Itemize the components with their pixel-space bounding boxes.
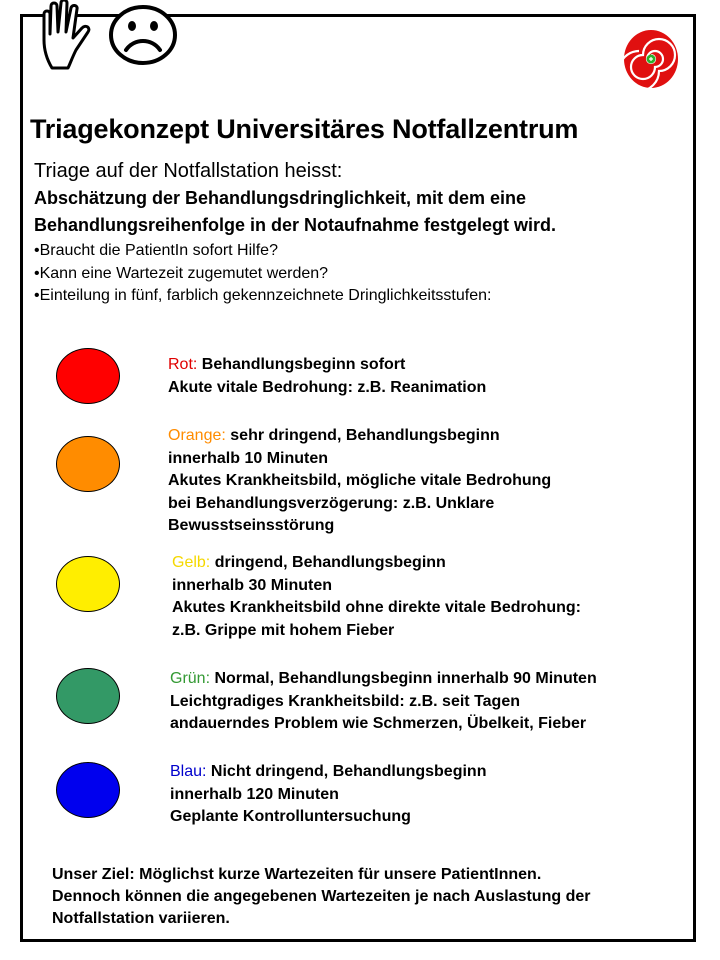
blue-level-name: Blau: <box>170 763 207 780</box>
footer-note: Unser Ziel: Möglichst kurze Wartezeiten für unsere PatientInnen. Dennoch können die angegebenen Wartezeiten je nach Auslastung der Notfallstation variieren. <box>52 866 591 927</box>
orange-level-text: Orange: sehr dringend, Behandlungsbeginn innerhalb 10 Minuten Akutes Krankheitsbild, mögliche vitale Bedrohung bei Behandlungsverzögerung: z.B. Unklare Bewusstseinsstörung <box>168 427 552 534</box>
bullet-item: • Kann eine Wartezeit zugemutet werden? <box>34 263 491 286</box>
hand-icon <box>34 0 100 72</box>
yellow-level-circle <box>56 556 120 612</box>
orange-level-name: Orange: <box>168 427 226 444</box>
frown-face-icon <box>108 4 178 66</box>
yellow-level-text: Gelb: dringend, Behandlungsbeginn innerhalb 30 Minuten Akutes Krankheitsbild ohne direkte vitale Bedrohung: z.B. Grippe mit hohem Fieber <box>172 554 581 639</box>
green-level-circle <box>56 668 120 724</box>
yellow-level-name: Gelb: <box>172 554 211 571</box>
bullet-item: • Braucht die PatientIn sofort Hilfe? <box>34 240 491 263</box>
blue-level-circle <box>56 762 120 818</box>
green-level-name: Grün: <box>170 670 211 687</box>
triage-definition: Abschätzung der Behandlungsdringlichkeit, mit dem eine Behandlungsreihenfolge in der Notaufnahme festgelegt wird. <box>34 188 557 235</box>
intro-lead: Triage auf der Notfallstation heisst: <box>34 160 343 182</box>
intro-bullet-list <box>34 240 491 308</box>
red-level-text: Rot: Behandlungsbeginn sofort Akute vitale Bedrohung: z.B. Reanimation <box>168 356 487 396</box>
page-title: Triagekonzept Universitäres Notfallzentrum <box>30 114 579 144</box>
bullet-item: • Einteilung in fünf, farblich gekennzeichnete Dringlichkeitsstufen: <box>34 285 491 308</box>
red-level-circle <box>56 348 120 404</box>
spiral-logo-icon <box>622 28 680 90</box>
green-level-text: Grün: Normal, Behandlungsbeginn innerhalb 90 Minuten Leichtgradiges Krankheitsbild: z.B. seit Tagen andauerndes Problem wie Schmerzen, Übelkeit, Fieber <box>170 670 597 732</box>
blue-level-text: Blau: Nicht dringend, Behandlungsbeginn innerhalb 120 Minuten Geplante Kontrolluntersuchung <box>170 763 487 825</box>
red-level-name: Rot: <box>168 356 198 373</box>
orange-level-circle <box>56 436 120 492</box>
